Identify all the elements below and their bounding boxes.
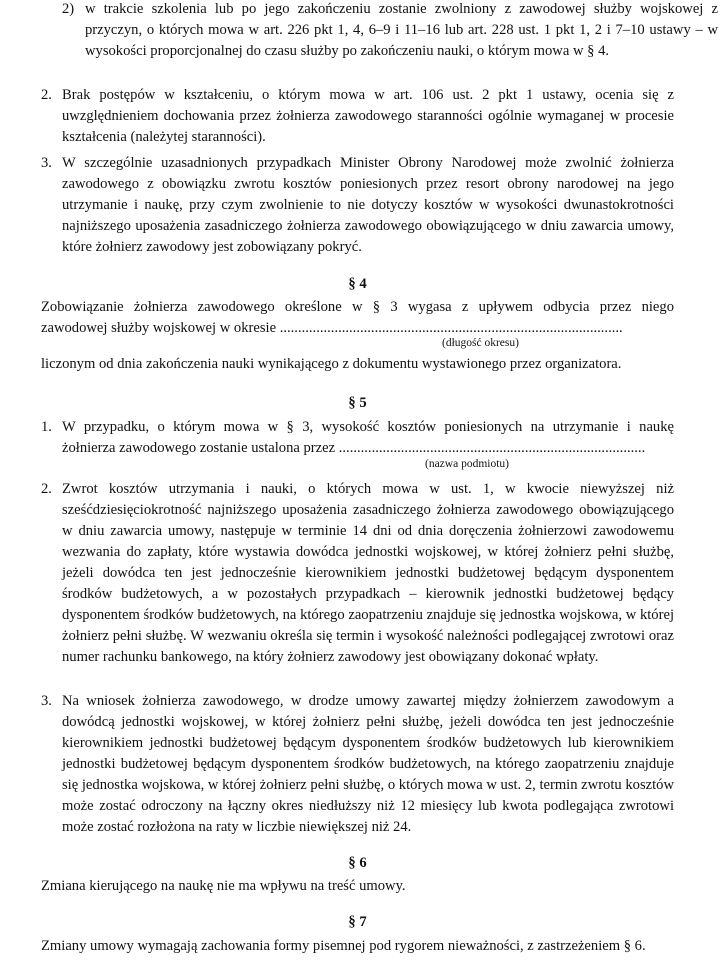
paragraph-5-item-2	[41, 479, 674, 668]
list-number: 2.	[41, 481, 52, 497]
list-number: 1.	[41, 419, 52, 435]
paragraph-3-item-3	[41, 153, 674, 258]
paragraph-text: w trakcie szkolenia lub po jego zakończeniu zostanie zwolniony z zawodowej służby wojskowej z przyczyn, o których mowa w art. 226 pkt 1, 4, 6–9 i 11–16 lub art. 228 ust. 1 pkt 1, 2 i 7–10 ustawy – w wysokości proporcjonalnej do czasu służby po zakończeniu nauki, o którym mowa w § 4.	[85, 1, 718, 59]
entity-hint: (nazwa podmiotu)	[425, 458, 509, 470]
section-heading-6: § 6	[348, 855, 367, 871]
paragraph-text: Na wniosek żołnierza zawodowego, w drodze umowy zawartej między żołnierzem zawodowym a dowódcą jednostki wojskowej, w której żołnierz pełni służbę, jeżeli dowódca ten jest jednocześnie kierownikiem jednostki budżetowej będącym dysponentem środków budżetowych lub kierownikiem jednostki budżetowej będącym dysponentem środków budżetowych, na którego zaopatrzeniu znajduje się jednostka wojskowa, w której żołnierz pełni służbę, o których mowa w ust. 2, termin zwrotu kosztów może zostać odroczony na łączny okres niedłuższy niż 12 miesięcy lub kwota podlegająca zwrotowi może zostać rozłożona na raty w liczbie niewiększej niż 24.	[62, 693, 674, 835]
paragraph-text: Brak postępów w kształceniu, o którym mowa w art. 106 ust. 2 pkt 1 ustawy, ocenia się z uwzględnieniem dochowania przez żołnierza zawodowego staranności ogólnie wymaganej w procesie kształcenia (należytej staranności).	[62, 87, 674, 145]
paragraph-3-item-2	[41, 85, 674, 148]
paragraph-text: Zwrot kosztów utrzymania i nauki, o których mowa w ust. 1, w kwocie niewyższej niż sześćdziesięciokrotność najniższego uposażenia zasadniczego żołnierza zawodowego obowiązującego w dniu zawarcia umowy, następuje w terminie 14 dni od dnia doręczenia żołnierzowi zawodowemu wezwania do zapłaty, które wystawia dowódca jednostki wojskowej, w której żołnierz pełni służbę, jeżeli dowódca ten jest jednocześnie kierownikiem jednostki budżetowej będącym dysponentem środków budżetowych, a w pozostałych przypadkach – kierownik jednostki budżetowej będący dysponentem środków budżetowych, na którego zaopatrzeniu znajduje się jednostka wojskowa, w której żołnierz pełni służbę. W wezwaniu określa się termin i wysokość należności podlegającej zwrotowi oraz numer rachunku bankowego, na który żołnierz zawodowy jest obowiązany dokonać wpłaty.	[62, 481, 674, 665]
section-heading-4: § 4	[348, 276, 367, 292]
paragraph-text-line-2: żołnierza zawodowego zostanie ustalona przez ....................................................................................	[62, 440, 646, 456]
section-heading-5: § 5	[348, 395, 367, 411]
paragraph-text: W szczególnie uzasadnionych przypadkach Minister Obrony Narodowej może zwolnić żołnierza zawodowego z obowiązku zwrotu kosztów poniesionych przez resort obrony narodowej na jego utrzymanie i naukę, przy czym zwolnienie to nie dotyczy kosztów w wysokości dwunastokrotności najniższego uposażenia zasadniczego żołnierza zawodowego obowiązującego w dniu zawarcia umowy, które żołnierz zawodowy jest zobowiązany pokryć.	[62, 155, 674, 255]
duration-hint: (długość okresu)	[442, 337, 519, 349]
paragraph-3-1-point-2	[41, 0, 718, 62]
list-number: 2.	[41, 87, 52, 103]
section-4-line-3: liczonym od dnia zakończenia nauki wynikającego z dokumentu wystawionego przez organizatora.	[41, 356, 622, 372]
list-number: 3.	[41, 693, 52, 709]
section-7-text: Zmiany umowy wymagają zachowania formy pisemnej pod rygorem nieważności, z zastrzeżeniem § 6.	[41, 938, 646, 954]
section-4-line-2: zawodowej służby wojskowej w okresie ..............................................................................................	[41, 320, 623, 336]
section-heading-7: § 7	[348, 914, 367, 930]
list-number: 3.	[41, 155, 52, 171]
paragraph-text-line-1: W przypadku, o którym mowa w § 3, wysokość kosztów poniesionych na utrzymanie i naukę	[62, 419, 674, 435]
list-number: 2)	[62, 1, 75, 17]
paragraph-5-item-3	[41, 691, 674, 838]
section-6-text: Zmiana kierującego na naukę nie ma wpływu na treść umowy.	[41, 878, 406, 894]
section-4-line-1: Zobowiązanie żołnierza zawodowego określone w § 3 wygasa z upływem odbycia przez niego	[41, 299, 674, 315]
